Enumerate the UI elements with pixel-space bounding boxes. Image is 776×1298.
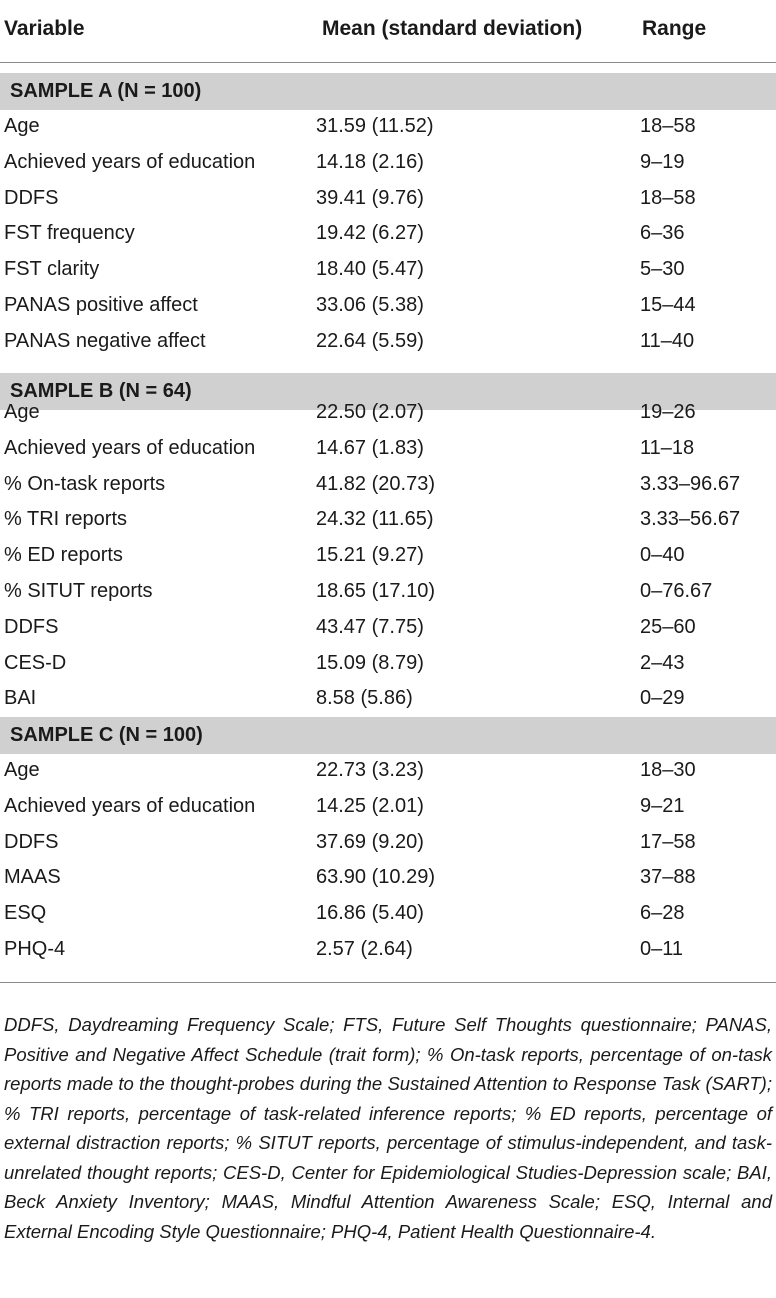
cell-variable: % ED reports — [4, 544, 123, 567]
cell-variable: ESQ — [4, 902, 47, 925]
cell-variable: Achieved years of education — [4, 150, 256, 173]
table-row — [0, 574, 776, 610]
cell-variable: Age — [4, 401, 40, 423]
cell-mean: 18.40 (5.47) — [316, 258, 424, 281]
table-row — [0, 860, 776, 896]
cell-range: 0–76.67 — [640, 580, 713, 602]
cell-range: 19–26 — [640, 401, 696, 423]
cell-range: 25–60 — [640, 615, 696, 638]
cell-range: 5–30 — [640, 258, 685, 281]
header-range: Range — [642, 17, 707, 40]
cell-mean: 41.82 (20.73) — [316, 472, 435, 495]
cell-variable: Age — [4, 115, 40, 137]
cell-range: 0–29 — [640, 687, 685, 710]
cell-mean: 31.59 (11.52) — [316, 115, 434, 137]
header-mean: Mean (standard deviation) — [322, 17, 583, 40]
cell-range: 3.33–96.67 — [640, 472, 741, 495]
cell-variable: % SITUT reports — [4, 580, 153, 602]
cell-range: 3.33–56.67 — [640, 508, 741, 531]
cell-range: 18–30 — [640, 759, 696, 781]
table-row — [0, 610, 776, 646]
section-title: SAMPLE C (N = 100) — [10, 724, 203, 746]
cell-variable: PHQ-4 — [4, 938, 66, 960]
cell-mean: 14.18 (2.16) — [316, 150, 424, 173]
cell-mean: 22.50 (2.07) — [316, 401, 424, 423]
table-row — [0, 431, 776, 467]
cell-range: 0–11 — [640, 938, 684, 960]
cell-mean: 43.47 (7.75) — [316, 615, 424, 638]
table-row — [0, 932, 776, 968]
table-row — [0, 538, 776, 574]
cell-range: 18–58 — [640, 186, 696, 209]
table-footnote: DDFS, Daydreaming Frequency Scale; FTS, Future Self Thoughts questionnaire; PANAS, Positive and Negative Affect Schedule (trait form); % On-task reports, percentage of on-task reports made to the thought-probes during the Sustained Attention to Response Task (SART); % TRI reports, percentage of task-related inference reports; % ED reports, percentage of external distraction reports; % SITUT reports, percentage of stimulus-independent, and task-unrelated thought reports; CES-D, Center for Epidemiological Studies-Depression scale; BAI, Beck Anxiety Inventory; MAAS, Mindful Attention Awareness Scale; ESQ, Internal and External Encoding Style Questionnaire; PHQ-4, Patient Health Questionnaire-4. — [4, 1014, 772, 1242]
table-row — [0, 395, 776, 431]
table-row — [0, 789, 776, 825]
table-row — [0, 825, 776, 861]
header-rule — [0, 62, 776, 63]
section-title: SAMPLE A (N = 100) — [10, 80, 202, 102]
cell-mean: 15.21 (9.27) — [316, 544, 424, 567]
table-row — [0, 467, 776, 503]
cell-range: 6–36 — [640, 222, 685, 245]
cell-mean: 37.69 (9.20) — [316, 830, 424, 853]
cell-variable: DDFS — [4, 830, 59, 853]
cell-range: 15–44 — [640, 294, 696, 316]
table-row — [0, 324, 776, 360]
section-title: SAMPLE B (N = 64) — [10, 380, 192, 402]
table-header-row — [0, 0, 776, 62]
cell-range: 2–43 — [640, 651, 685, 674]
cell-variable: MAAS — [4, 866, 61, 889]
cell-variable: Achieved years of education — [4, 794, 256, 817]
cell-variable: DDFS — [4, 615, 59, 638]
cell-range: 17–58 — [640, 830, 696, 853]
cell-mean: 15.09 (8.79) — [316, 651, 424, 674]
cell-variable: DDFS — [4, 186, 59, 209]
cell-mean: 14.25 (2.01) — [316, 794, 424, 817]
cell-mean: 39.41 (9.76) — [316, 186, 424, 209]
cell-mean: 18.65 (17.10) — [316, 580, 435, 602]
cell-mean: 19.42 (6.27) — [316, 222, 424, 245]
cell-range: 6–28 — [640, 902, 685, 925]
cell-variable: Age — [4, 759, 40, 781]
table-row — [0, 252, 776, 288]
table-row — [0, 181, 776, 217]
table-row — [0, 145, 776, 181]
cell-range: 9–21 — [640, 794, 685, 817]
cell-variable: FST frequency — [4, 222, 135, 245]
section-header — [0, 717, 776, 754]
table-row — [0, 109, 776, 145]
cell-range: 0–40 — [640, 544, 685, 567]
cell-variable: % On-task reports — [4, 472, 166, 495]
bottom-rule — [0, 982, 776, 983]
cell-variable: CES-D — [4, 651, 67, 674]
table-row — [0, 681, 776, 717]
cell-variable: % TRI reports — [4, 508, 127, 531]
table-row — [0, 753, 776, 789]
cell-variable: PANAS positive affect — [4, 294, 198, 316]
cell-mean: 24.32 (11.65) — [316, 508, 434, 531]
cell-variable: FST clarity — [4, 258, 100, 281]
cell-range: 9–19 — [640, 150, 685, 173]
cell-mean: 63.90 (10.29) — [316, 866, 435, 889]
table-row — [0, 288, 776, 324]
cell-mean: 8.58 (5.86) — [316, 687, 413, 710]
cell-variable: PANAS negative affect — [4, 329, 206, 352]
cell-variable: Achieved years of education — [4, 436, 256, 459]
table-row — [0, 896, 776, 932]
section-header — [0, 73, 776, 110]
cell-mean: 14.67 (1.83) — [316, 436, 424, 459]
cell-range: 11–18 — [640, 436, 695, 459]
cell-mean: 33.06 (5.38) — [316, 294, 424, 316]
cell-mean: 16.86 (5.40) — [316, 902, 424, 925]
table-row — [0, 216, 776, 252]
cell-mean: 22.73 (3.23) — [316, 759, 424, 781]
cell-range: 11–40 — [640, 329, 695, 352]
cell-variable: BAI — [4, 687, 37, 710]
cell-mean: 2.57 (2.64) — [316, 938, 413, 960]
table-row — [0, 646, 776, 682]
cell-mean: 22.64 (5.59) — [316, 329, 424, 352]
cell-range: 18–58 — [640, 115, 696, 137]
table-row — [0, 502, 776, 538]
cell-range: 37–88 — [640, 866, 696, 889]
header-variable: Variable — [4, 17, 85, 40]
